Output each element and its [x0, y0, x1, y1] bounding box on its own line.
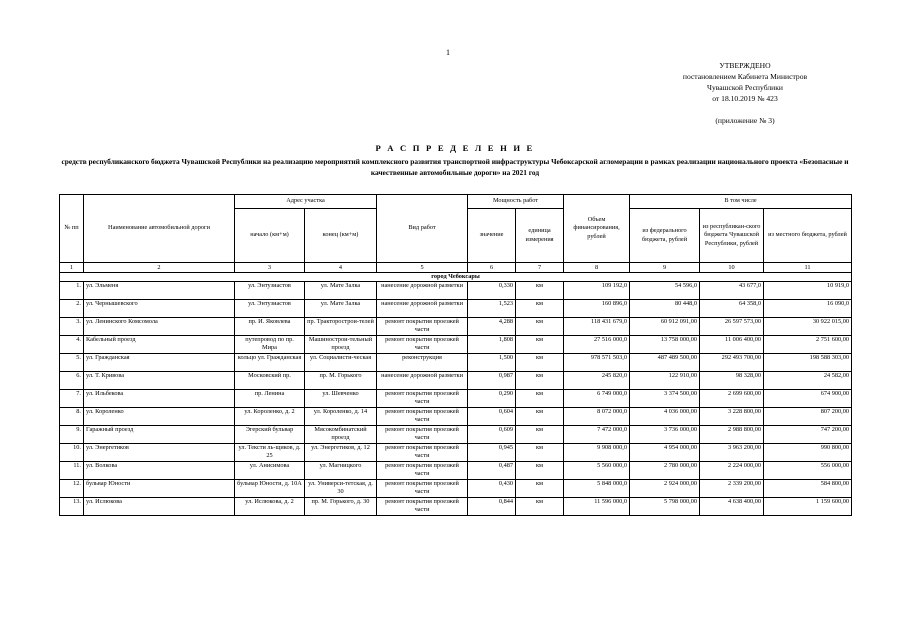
volume-cell: 5 560 000,0 [564, 462, 630, 480]
table-row [60, 462, 852, 480]
city-section-label: город Чебоксары [60, 273, 852, 282]
address-end-cell: ул. Мате Залка [305, 282, 377, 300]
address-end-cell: Машинострои-тельный проезд [305, 336, 377, 354]
unit-cell: км [516, 372, 564, 390]
row-number: 13. [60, 498, 84, 516]
document-title: Р А С П Р Е Д Е Л Е Н И Е [375, 143, 535, 153]
federal-cell: 4 036 000,00 [630, 408, 700, 426]
capacity-value-cell: 0,330 [468, 282, 516, 300]
address-start-cell: Московский пр. [235, 372, 305, 390]
capacity-value-cell: 4,288 [468, 318, 516, 336]
local-cell: 16 090,0 [764, 300, 852, 318]
address-start-cell: пр. И. Яковлева [235, 318, 305, 336]
republic-cell: 292 493 700,00 [700, 354, 764, 372]
volume-cell: 5 848 000,0 [564, 480, 630, 498]
volume-cell: 245 820,0 [564, 372, 630, 390]
address-start-cell: ул. Ислюкова, д. 2 [235, 498, 305, 516]
row-number: 11. [60, 462, 84, 480]
road-name-cell: ул. Короленко [84, 408, 235, 426]
volume-cell: 7 472 000,0 [564, 426, 630, 444]
col-number: 3 [235, 263, 305, 273]
work-type-cell: ремонт покрытия проезжей части [377, 480, 468, 498]
col-number: 5 [377, 263, 468, 273]
local-cell: 10 919,0 [764, 282, 852, 300]
header-road-name: Наименование автомобильной дороги [84, 195, 235, 263]
work-type-cell: ремонт покрытия проезжей части [377, 444, 468, 462]
appendix-label: (приложение № 3) [715, 116, 775, 125]
republic-cell: 98 328,00 [700, 372, 764, 390]
header-address: Адрес участка [235, 195, 377, 209]
capacity-value-cell: 0,609 [468, 426, 516, 444]
unit-cell: км [516, 354, 564, 372]
road-name-cell: ул. Энергетиков [84, 444, 235, 462]
table-row [60, 390, 852, 408]
road-name-cell: ул. Ильбекова [84, 390, 235, 408]
approval-line-republic: Чувашской Республики [707, 83, 783, 92]
volume-cell: 27 516 000,0 [564, 336, 630, 354]
approval-line-date: от 18.10.2019 № 423 [712, 94, 778, 103]
capacity-value-cell: 0,987 [468, 372, 516, 390]
volume-cell: 978 571 503,0 [564, 354, 630, 372]
unit-cell: км [516, 498, 564, 516]
header-num: № пп [60, 195, 84, 263]
republic-cell: 2 699 600,00 [700, 390, 764, 408]
work-type-cell: ремонт покрытия проезжей части [377, 408, 468, 426]
approval-line-approved: УТВЕРЖДЕНО [719, 61, 771, 70]
row-number: 7. [60, 390, 84, 408]
address-start-cell: ул. Тексти ль-щиков, д. 25 [235, 444, 305, 462]
header-volume: Объем финансирования, рублей [564, 195, 630, 263]
local-cell: 198 588 303,00 [764, 354, 852, 372]
address-start-cell: ул. Короленко, д. 2 [235, 408, 305, 426]
address-end-cell: ул. Универси-тетская, д. 30 [305, 480, 377, 498]
local-cell: 674 900,00 [764, 390, 852, 408]
unit-cell: км [516, 318, 564, 336]
capacity-value-cell: 1,523 [468, 300, 516, 318]
row-number: 12. [60, 480, 84, 498]
federal-cell: 4 954 000,00 [630, 444, 700, 462]
work-type-cell: ремонт покрытия проезжей части [377, 390, 468, 408]
volume-cell: 11 596 000,0 [564, 498, 630, 516]
road-name-cell: ул. Чернышевского [84, 300, 235, 318]
road-name-cell: ул. Ислюкова [84, 498, 235, 516]
col-number: 10 [700, 263, 764, 273]
address-start-cell: Эгерский бульвар [235, 426, 305, 444]
volume-cell: 118 431 679,0 [564, 318, 630, 336]
local-cell: 990 800,00 [764, 444, 852, 462]
road-name-cell: Гаражный проезд [84, 426, 235, 444]
address-end-cell: ул. Короленко, д. 14 [305, 408, 377, 426]
road-name-cell: ул. Гражданская [84, 354, 235, 372]
unit-cell: км [516, 480, 564, 498]
capacity-value-cell: 0,430 [468, 480, 516, 498]
row-number: 6. [60, 372, 84, 390]
row-number: 1. [60, 282, 84, 300]
table-row [60, 354, 852, 372]
approval-stamp [655, 60, 835, 126]
header-including: В том числе [630, 195, 852, 209]
address-end-cell: ул. Магницкого [305, 462, 377, 480]
address-start-cell: путепровод по пр. Мира [235, 336, 305, 354]
header-value: значение [468, 209, 516, 263]
federal-cell: 3 374 500,00 [630, 390, 700, 408]
col-number: 2 [84, 263, 235, 273]
road-name-cell: ул. Эльменя [84, 282, 235, 300]
table-row [60, 444, 852, 462]
republic-cell: 26 597 573,00 [700, 318, 764, 336]
federal-cell: 2 924 000,00 [630, 480, 700, 498]
local-cell: 584 800,00 [764, 480, 852, 498]
col-number: 6 [468, 263, 516, 273]
table-row [60, 498, 852, 516]
work-type-cell: ремонт покрытия проезжей части [377, 498, 468, 516]
header-capacity: Мощность работ [468, 195, 564, 209]
federal-cell: 2 780 000,00 [630, 462, 700, 480]
work-type-cell: ремонт покрытия проезжей части [377, 462, 468, 480]
local-cell: 747 200,00 [764, 426, 852, 444]
federal-cell: 3 736 000,00 [630, 426, 700, 444]
republic-cell: 64 358,0 [700, 300, 764, 318]
work-type-cell: ремонт покрытия проезжей части [377, 336, 468, 354]
distribution-table [59, 194, 852, 516]
local-cell: 24 582,00 [764, 372, 852, 390]
unit-cell: км [516, 444, 564, 462]
work-type-cell: ремонт покрытия проезжей части [377, 426, 468, 444]
row-number: 9. [60, 426, 84, 444]
work-type-cell: ремонт покрытия проезжей части [377, 318, 468, 336]
federal-cell: 122 910,00 [630, 372, 700, 390]
address-start-cell: ул. Энтузиастов [235, 282, 305, 300]
capacity-value-cell: 1,500 [468, 354, 516, 372]
local-cell: 807 200,00 [764, 408, 852, 426]
document-subtitle: средств республиканского бюджета Чувашской Республики на реализацию мероприятий комплексного развития транспортной инфраструктуры Чебоксарской агломерации в рамках реализации национального проекта «Безопасные и качественные автомобильные дороги» на 2021 год [61, 157, 849, 177]
table-row [60, 426, 852, 444]
header-work-type: Вид работ [377, 195, 468, 263]
col-number: 11 [764, 263, 852, 273]
table-row [60, 372, 852, 390]
local-cell: 556 000,00 [764, 462, 852, 480]
unit-cell: км [516, 426, 564, 444]
approval-line-decree: постановлением Кабинета Министров [682, 72, 808, 81]
page-number: 1 [446, 48, 450, 57]
address-end-cell: пр. М. Горького [305, 372, 377, 390]
header-republic: из республикан-ского бюджета Чувашской Республики, рублей [700, 209, 764, 263]
federal-cell: 5 798 000,00 [630, 498, 700, 516]
header-local: из местного бюджета, рублей [764, 209, 852, 263]
unit-cell: км [516, 462, 564, 480]
col-number: 9 [630, 263, 700, 273]
republic-cell: 2 988 800,00 [700, 426, 764, 444]
local-cell: 1 159 600,00 [764, 498, 852, 516]
address-end-cell: Мясокомбинатский проезд [305, 426, 377, 444]
col-number: 1 [60, 263, 84, 273]
road-name-cell: ул. Т. Кривова [84, 372, 235, 390]
unit-cell: км [516, 336, 564, 354]
work-type-cell: реконструкция [377, 354, 468, 372]
col-number: 4 [305, 263, 377, 273]
work-type-cell: нанесение дорожной разметки [377, 372, 468, 390]
capacity-value-cell: 0,487 [468, 462, 516, 480]
capacity-value-cell: 0,604 [468, 408, 516, 426]
table-row [60, 336, 852, 354]
road-name-cell: ул. Волкова [84, 462, 235, 480]
road-name-cell: бульвар Юности [84, 480, 235, 498]
row-number: 2. [60, 300, 84, 318]
republic-cell: 3 963 200,00 [700, 444, 764, 462]
work-type-cell: нанесение дорожной разметки [377, 282, 468, 300]
volume-cell: 6 749 000,0 [564, 390, 630, 408]
federal-cell: 13 758 000,00 [630, 336, 700, 354]
row-number: 8. [60, 408, 84, 426]
row-number: 3. [60, 318, 84, 336]
volume-cell: 8 072 000,0 [564, 408, 630, 426]
header-federal: из федерального бюджета, рублей [630, 209, 700, 263]
address-start-cell: кольцо ул. Гражданская [235, 354, 305, 372]
federal-cell: 54 596,0 [630, 282, 700, 300]
work-type-cell: нанесение дорожной разметки [377, 300, 468, 318]
table-row [60, 318, 852, 336]
header-end: конец (км+м) [305, 209, 377, 263]
unit-cell: км [516, 408, 564, 426]
col-number: 8 [564, 263, 630, 273]
volume-cell: 160 896,0 [564, 300, 630, 318]
address-end-cell: пр. М. Горького, д. 30 [305, 498, 377, 516]
row-number: 4. [60, 336, 84, 354]
unit-cell: км [516, 390, 564, 408]
address-start-cell: бульвар Юности, д. 10А [235, 480, 305, 498]
capacity-value-cell: 0,844 [468, 498, 516, 516]
address-end-cell: пр. Тракторострои-телей [305, 318, 377, 336]
capacity-value-cell: 0,290 [468, 390, 516, 408]
address-end-cell: ул. Энергетиков, д. 12 [305, 444, 377, 462]
republic-cell: 11 006 400,00 [700, 336, 764, 354]
capacity-value-cell: 0,945 [468, 444, 516, 462]
table-row [60, 408, 852, 426]
header-start: начало (км+м) [235, 209, 305, 263]
address-end-cell: ул. Мате Залка [305, 300, 377, 318]
republic-cell: 3 228 800,00 [700, 408, 764, 426]
road-name-cell: ул. Ленинского Комсомола [84, 318, 235, 336]
row-number: 10. [60, 444, 84, 462]
table-row [60, 480, 852, 498]
capacity-value-cell: 1,808 [468, 336, 516, 354]
col-number: 7 [516, 263, 564, 273]
republic-cell: 43 677,0 [700, 282, 764, 300]
federal-cell: 487 489 500,00 [630, 354, 700, 372]
unit-cell: км [516, 282, 564, 300]
address-start-cell: ул. Анисимова [235, 462, 305, 480]
address-start-cell: пр. Ленина [235, 390, 305, 408]
row-number: 5. [60, 354, 84, 372]
table-row [60, 300, 852, 318]
header-unit: единица измерения [516, 209, 564, 263]
republic-cell: 2 339 200,00 [700, 480, 764, 498]
volume-cell: 9 908 000,0 [564, 444, 630, 462]
address-end-cell: ул. Социалисти-ческая [305, 354, 377, 372]
volume-cell: 109 192,0 [564, 282, 630, 300]
federal-cell: 60 912 091,00 [630, 318, 700, 336]
table-row [60, 282, 852, 300]
federal-cell: 80 448,0 [630, 300, 700, 318]
republic-cell: 4 638 400,00 [700, 498, 764, 516]
unit-cell: км [516, 300, 564, 318]
address-start-cell: ул. Энтузиастов [235, 300, 305, 318]
local-cell: 2 751 600,00 [764, 336, 852, 354]
road-name-cell: Кабельный проезд [84, 336, 235, 354]
republic-cell: 2 224 000,00 [700, 462, 764, 480]
local-cell: 30 922 015,00 [764, 318, 852, 336]
address-end-cell: ул. Шевченко [305, 390, 377, 408]
